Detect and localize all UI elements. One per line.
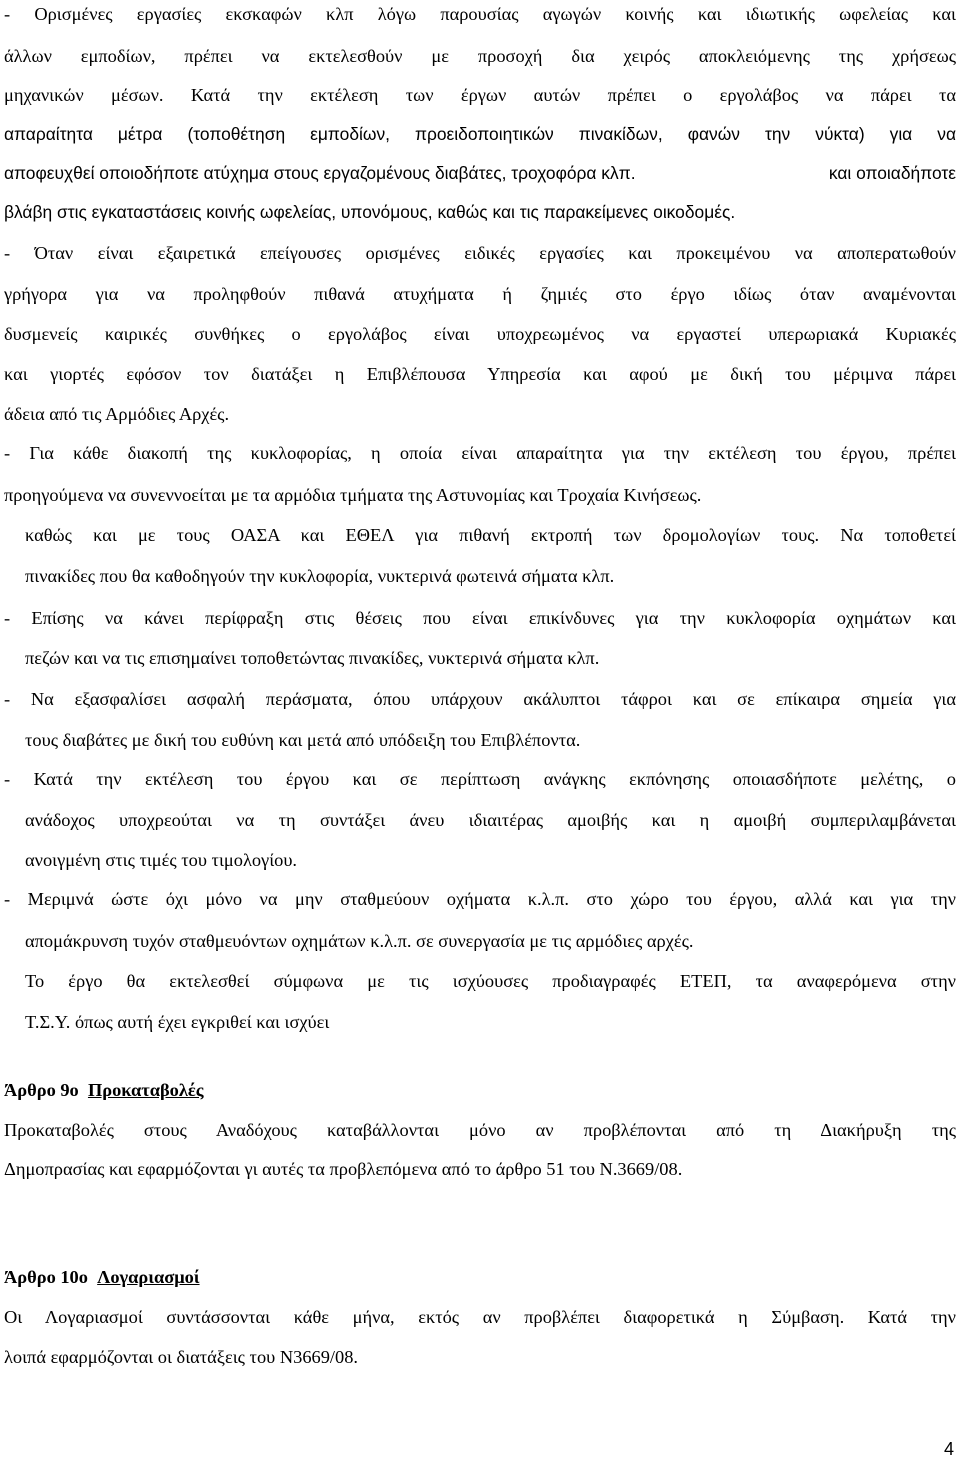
article-9-number: Άρθρο 9ο xyxy=(4,1080,79,1100)
text-line: καθώς και με τους ΟΑΣΑ και ΕΘΕΛ για πιθανή εκτροπή των δρομολογίων τους. Να τοποθετεί xyxy=(25,525,956,545)
article-9-heading xyxy=(4,1079,956,1101)
article-10-number: Άρθρο 10ο xyxy=(4,1267,88,1287)
text-line: ανοιγμένη στις τιμές του τιμολογίου. xyxy=(25,850,298,870)
text-line: - Μεριμνά ώστε όχι μόνο να μην σταθμεύουν οχήματα κ.λ.π. στο χώρο του έργου, αλλά και για την xyxy=(4,889,956,909)
text-line: - Να εξασφαλίσει ασφαλή περάσματα, όπου υπάρχουν ακάλυπτοι τάφροι και σε επίκαιρα σημεία για xyxy=(4,689,956,709)
text-line: βλάβη στις εγκαταστάσεις κοινής ωφελείας, υπονόμους, καθώς και τις παρακείμενες οικοδομές. xyxy=(4,202,736,222)
text-line: λοιπά εφαρμόζονται οι διατάξεις του Ν3669/08. xyxy=(4,1347,359,1367)
text-line: απομάκρυνση τυχόν σταθμευόντων οχημάτων κ.λ.π. σε συνεργασία με τις αρμόδιες αρχές. xyxy=(25,931,694,951)
text-line: - Κατά την εκτέλεση του έργου και σε περίπτωση ανάγκης εκπόνησης οποιασδήποτε μελέτης, ο xyxy=(4,769,956,789)
text-line: απαραίτητα μέτρα (τοποθέτηση εμποδίων, προειδοποιητικών πινακίδων, φανών την νύκτα) για να xyxy=(4,124,956,144)
text-line: αποφευχθεί οποιοδήποτε ατύχημα στους εργαζομένους διαβάτες, τροχοφόρα κλπ. xyxy=(4,163,636,183)
text-line: γρήγορα για να προληφθούν πιθανά ατυχήματα ή ζημιές στο έργο ιδίως όταν αναμένονται xyxy=(4,284,956,304)
text-line: Προκαταβολές στους Αναδόχους καταβάλλονται μόνο αν προβλέπονται από τη Διακήρυξη της xyxy=(4,1120,956,1140)
text-line: Δημοπρασίας και εφαρμόζονται γι αυτές τα προβλεπόμενα από το άρθρο 51 του Ν.3669/08. xyxy=(4,1159,683,1179)
text-line: πινακίδες που θα καθοδηγούν την κυκλοφορία, νυκτερινά φωτεινά σήματα κλπ. xyxy=(25,566,615,586)
text-line: και γιορτές εφόσον τον διατάξει η Επιβλέπουσα Υπηρεσία και αφού με δική του μέριμνα πάρει xyxy=(4,364,956,384)
text-line: άδεια από τις Αρμόδιες Αρχές. xyxy=(4,404,230,424)
text-line: ανάδοχος υποχρεούται να τη συντάξει άνευ ιδιαιτέρας αμοιβής και η αμοιβή συμπεριλαμβάνεται xyxy=(25,810,956,830)
text-line: Το έργο θα εκτελεσθεί σύμφωνα με τις ισχύουσες προδιαγραφές ΕΤΕΠ, τα αναφερόμενα στην xyxy=(25,971,956,991)
text-line: προηγούμενα να συνεννοείται με τα αρμόδια τμήματα της Αστυνομίας και Τροχαία Κινήσεως. xyxy=(4,485,702,505)
page-number: 4 xyxy=(943,1439,954,1459)
text-line: - Ορισμένες εργασίες εκσκαφών κλπ λόγω παρουσίας αγωγών κοινής και ιδιωτικής ωφελείας και xyxy=(4,4,956,24)
text-line: τους διαβάτες με δική του ευθύνη και μετά από υπόδειξη του Επιβλέποντα. xyxy=(25,730,581,750)
text-line: δυσμενείς καιρικές συνθήκες ο εργολάβος είναι υποχρεωμένος να εργαστεί υπερωριακά Κυριακές xyxy=(4,324,956,344)
text-line: - Για κάθε διακοπή της κυκλοφορίας, η οποία είναι απαραίτητα για την εκτέλεση του έργου, πρέπει xyxy=(4,443,956,463)
text-line: πεζών και να τις επισημαίνει τοποθετώντας πινακίδες, νυκτερινά σήματα κλπ. xyxy=(25,648,600,668)
text-line: - Όταν είναι εξαιρετικά επείγουσες ορισμένες ειδικές εργασίες και προκειμένου να αποπερατωθούν xyxy=(4,243,956,263)
article-10-title: Λογαριασμοί xyxy=(97,1267,200,1287)
text-line: Τ.Σ.Υ. όπως αυτή έχει εγκριθεί και ισχύει xyxy=(25,1012,330,1032)
article-9-title: Προκαταβολές xyxy=(87,1080,204,1100)
text-line: μηχανικών μέσων. Κατά την εκτέλεση των έργων αυτών πρέπει ο εργολάβος να πάρει τα xyxy=(4,85,956,105)
text-line: Οι Λογαριασμοί συντάσσονται κάθε μήνα, εκτός αν προβλέπει διαφορετικά η Σύμβαση. Κατά την xyxy=(4,1307,956,1327)
text-line: - Επίσης να κάνει περίφραξη στις θέσεις που είναι επικίνδυνες για την κυκλοφορία οχημάτων και xyxy=(4,608,956,628)
text-line: άλλων εμποδίων, πρέπει να εκτελεσθούν με προσοχή δια χειρός αποκλειόμενης της χρήσεως xyxy=(4,46,956,66)
text-line: και οποιαδήποτε xyxy=(828,163,956,183)
article-10-heading xyxy=(4,1266,956,1288)
